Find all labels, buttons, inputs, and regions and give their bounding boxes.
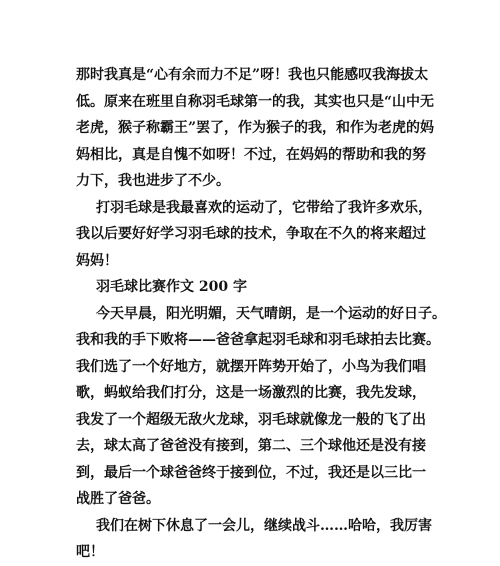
text-line: 去，球太高了爸爸没有接到，第二、三个球他还是没有接 [76,438,426,454]
text-line: 那时我真是“心有余而力不足”呀！我也只能感叹我海拔太 [76,67,429,83]
text-line: 我发了一个超级无敌火龙球，羽毛球就像龙一般的飞了出 [76,411,426,428]
paragraph-1 [76,62,435,195]
text-line: 吧！ [76,544,104,560]
section-heading: 羽毛球比赛作文 200 字 [96,279,247,295]
text-line: 老虎，猴子称霸王”罢了，作为猴子的我，和作为老虎的妈 [76,120,435,136]
essay-paragraph-2 [76,513,432,566]
text-line: 我们在树下休息了一会儿，继续战斗……哈哈，我厉害 [96,517,432,534]
text-line: 低。原来在班里自称羽毛球第一的我，其实也只是“山中无 [76,93,435,110]
text-line: 今天早晨，阳光明媚，天气晴朗，是一个运动的好日子。 [96,305,446,322]
text-line: 我以后要好好学习羽毛球的技术，争取在不久的将来超过 [76,226,426,242]
text-line: 战胜了爸爸。 [76,491,160,507]
document-page [76,62,446,566]
paragraph-2 [76,195,432,275]
text-line: 到，最后一个球爸爸终于接到位，不过，我还是以三比一 [76,464,426,481]
text-line: 歌，蚂蚁给我们打分，这是一场激烈的比赛，我先发球， [76,385,426,401]
text-line: 我们选了一个好地方，就摆开阵势开始了，小鸟为我们唱 [76,358,426,375]
text-line: 我和我的手下败将——爸爸拿起羽毛球和羽毛球拍去比赛。 [76,332,440,348]
text-line: 打羽毛球是我最喜欢的运动了，它带给了我许多欢乐， [96,199,432,216]
text-line: 妈妈！ [76,252,118,269]
text-line: 力下，我也进步了不少。 [76,173,230,189]
essay-paragraph-1 [76,301,446,513]
text-line: 妈相比，真是自愧不如呀！不过，在妈妈的帮助和我的努 [76,146,426,163]
